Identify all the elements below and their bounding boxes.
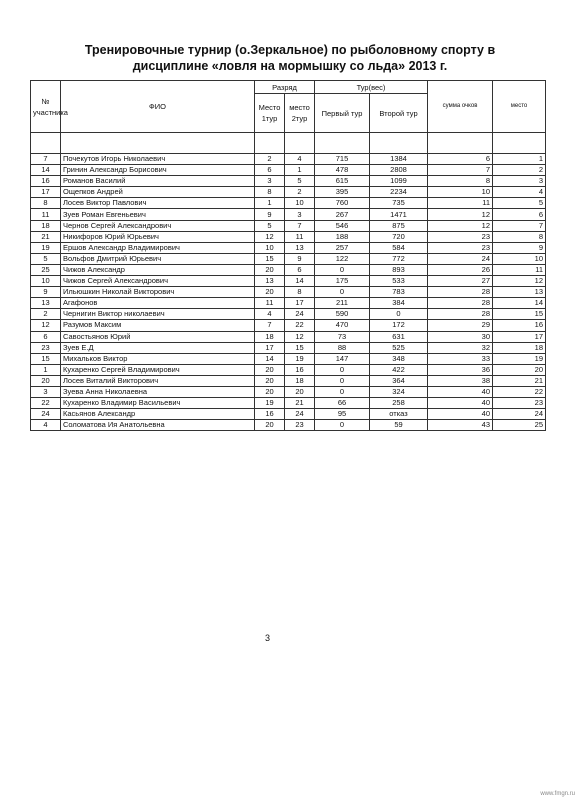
cell-vtoroy-tur: 584 (370, 242, 428, 253)
cell-perviy-tur: 0 (315, 420, 370, 431)
cell-mesto-2tur: 23 (285, 420, 315, 431)
cell-mesto: 22 (493, 386, 546, 397)
table-row (31, 242, 546, 253)
cell-vtoroy-tur: 772 (370, 253, 428, 264)
cell-summa: 26 (428, 264, 493, 275)
header-mesto: место (493, 81, 546, 133)
cell-num: 6 (31, 331, 61, 342)
cell-mesto: 20 (493, 364, 546, 375)
header-razryad: Разряд (255, 81, 315, 94)
cell-summa: 28 (428, 298, 493, 309)
cell-fio: Почекутов Игорь Николаевич (61, 154, 255, 165)
cell-summa: 36 (428, 364, 493, 375)
cell-summa: 40 (428, 398, 493, 409)
cell-vtoroy-tur: отказ (370, 409, 428, 420)
cell-mesto-2tur: 3 (285, 209, 315, 220)
cell-mesto: 14 (493, 298, 546, 309)
cell-num: 5 (31, 253, 61, 264)
cell-vtoroy-tur: 0 (370, 309, 428, 320)
cell-num: 2 (31, 309, 61, 320)
cell-fio: Никифоров Юрий Юрьевич (61, 231, 255, 242)
cell-mesto-1tur: 19 (255, 398, 285, 409)
cell-perviy-tur: 147 (315, 353, 370, 364)
cell-num: 21 (31, 231, 61, 242)
cell-fio: Гринин Александр Борисович (61, 165, 255, 176)
cell-mesto-1tur: 16 (255, 409, 285, 420)
cell-fio: Кухаренко Сергей Владимирович (61, 364, 255, 375)
cell-mesto-2tur: 11 (285, 231, 315, 242)
cell-mesto-2tur: 18 (285, 375, 315, 386)
cell-summa: 29 (428, 320, 493, 331)
cell-vtoroy-tur: 1099 (370, 176, 428, 187)
cell-mesto-2tur: 6 (285, 264, 315, 275)
table-row (31, 231, 546, 242)
header-vtoroy-tur: Второй тур (370, 94, 428, 133)
cell-perviy-tur: 478 (315, 165, 370, 176)
cell-mesto: 10 (493, 253, 546, 264)
cell-mesto: 13 (493, 287, 546, 298)
cell-num: 25 (31, 264, 61, 275)
cell-mesto-2tur: 5 (285, 176, 315, 187)
cell-fio: Зуев Роман Евгеньевич (61, 209, 255, 220)
cell-num: 8 (31, 198, 61, 209)
cell-mesto-1tur: 4 (255, 309, 285, 320)
cell-mesto-1tur: 20 (255, 375, 285, 386)
cell-perviy-tur: 760 (315, 198, 370, 209)
results-table (30, 80, 546, 431)
header-perviy-tur: Первый тур (315, 94, 370, 133)
title-line-1: Тренировочные турнир (о.Зеркальное) по рыболовному спорту в (84, 43, 496, 57)
table-row (31, 264, 546, 275)
cell-summa: 43 (428, 420, 493, 431)
cell-mesto-1tur: 12 (255, 231, 285, 242)
cell-perviy-tur: 188 (315, 231, 370, 242)
cell-mesto: 21 (493, 375, 546, 386)
table-body (31, 133, 546, 431)
cell-mesto: 11 (493, 264, 546, 275)
cell-vtoroy-tur: 172 (370, 320, 428, 331)
cell-mesto-1tur: 13 (255, 276, 285, 287)
cell-summa: 6 (428, 154, 493, 165)
cell-num: 11 (31, 209, 61, 220)
cell-fio: Вольфов Дмитрий Юрьевич (61, 253, 255, 264)
cell-perviy-tur: 615 (315, 176, 370, 187)
cell-mesto: 5 (493, 198, 546, 209)
cell-fio: Лосев Виталий Викторович (61, 375, 255, 386)
cell-vtoroy-tur: 364 (370, 375, 428, 386)
table-header (31, 81, 546, 133)
cell-perviy-tur: 66 (315, 398, 370, 409)
cell-vtoroy-tur: 324 (370, 386, 428, 397)
table-row (31, 409, 546, 420)
header-mesto-1tur: Место 1тур (255, 94, 285, 133)
cell-num: 23 (31, 342, 61, 353)
cell-mesto-1tur: 10 (255, 242, 285, 253)
cell-mesto-2tur: 2 (285, 187, 315, 198)
table-row (31, 320, 546, 331)
cell-mesto: 2 (493, 165, 546, 176)
cell-mesto-1tur: 6 (255, 165, 285, 176)
cell-fio: Ощепков Андрей (61, 187, 255, 198)
cell-mesto: 23 (493, 398, 546, 409)
cell-perviy-tur: 211 (315, 298, 370, 309)
cell-summa: 33 (428, 353, 493, 364)
cell-vtoroy-tur: 258 (370, 398, 428, 409)
cell-mesto: 16 (493, 320, 546, 331)
table-row (31, 364, 546, 375)
cell-num: 12 (31, 320, 61, 331)
empty-row (31, 133, 546, 154)
cell-perviy-tur: 73 (315, 331, 370, 342)
cell-summa: 8 (428, 176, 493, 187)
table-row (31, 386, 546, 397)
cell-fio: Лосев Виктор Павлович (61, 198, 255, 209)
cell-mesto-1tur: 2 (255, 154, 285, 165)
cell-summa: 12 (428, 220, 493, 231)
cell-vtoroy-tur: 525 (370, 342, 428, 353)
header-summa: сумма очков (428, 81, 493, 133)
cell-vtoroy-tur: 2808 (370, 165, 428, 176)
cell-mesto-2tur: 4 (285, 154, 315, 165)
cell-perviy-tur: 267 (315, 209, 370, 220)
cell-num: 1 (31, 364, 61, 375)
cell-mesto: 9 (493, 242, 546, 253)
cell-mesto-1tur: 1 (255, 198, 285, 209)
cell-perviy-tur: 590 (315, 309, 370, 320)
cell-summa: 28 (428, 309, 493, 320)
cell-fio: Зуева Анна Николаевна (61, 386, 255, 397)
cell-mesto-1tur: 11 (255, 298, 285, 309)
cell-vtoroy-tur: 2234 (370, 187, 428, 198)
table-row (31, 253, 546, 264)
cell-mesto: 15 (493, 309, 546, 320)
table-row (31, 209, 546, 220)
cell-num: 16 (31, 176, 61, 187)
cell-perviy-tur: 88 (315, 342, 370, 353)
table-row (31, 342, 546, 353)
cell-mesto-2tur: 1 (285, 165, 315, 176)
cell-summa: 32 (428, 342, 493, 353)
cell-mesto-2tur: 20 (285, 386, 315, 397)
cell-mesto-2tur: 7 (285, 220, 315, 231)
cell-summa: 10 (428, 187, 493, 198)
cell-num: 20 (31, 375, 61, 386)
header-tur-ves: Тур(вес) (315, 81, 428, 94)
cell-mesto: 25 (493, 420, 546, 431)
cell-fio: Касьянов Александр (61, 409, 255, 420)
cell-mesto-1tur: 15 (255, 253, 285, 264)
table-row (31, 276, 546, 287)
cell-perviy-tur: 257 (315, 242, 370, 253)
cell-mesto-2tur: 14 (285, 276, 315, 287)
cell-mesto-2tur: 17 (285, 298, 315, 309)
cell-fio: Чижов Сергей Александрович (61, 276, 255, 287)
cell-fio: Ершов Александр Владимирович (61, 242, 255, 253)
cell-num: 18 (31, 220, 61, 231)
cell-perviy-tur: 0 (315, 375, 370, 386)
cell-perviy-tur: 395 (315, 187, 370, 198)
cell-summa: 38 (428, 375, 493, 386)
cell-mesto-2tur: 21 (285, 398, 315, 409)
cell-vtoroy-tur: 720 (370, 231, 428, 242)
table-row (31, 154, 546, 165)
cell-perviy-tur: 0 (315, 264, 370, 275)
cell-vtoroy-tur: 422 (370, 364, 428, 375)
cell-mesto: 1 (493, 154, 546, 165)
cell-mesto-2tur: 10 (285, 198, 315, 209)
cell-num: 3 (31, 386, 61, 397)
cell-mesto-1tur: 3 (255, 176, 285, 187)
cell-mesto: 3 (493, 176, 546, 187)
cell-fio: Агафонов (61, 298, 255, 309)
cell-mesto-2tur: 8 (285, 287, 315, 298)
table-row (31, 331, 546, 342)
cell-mesto-1tur: 8 (255, 187, 285, 198)
cell-perviy-tur: 0 (315, 386, 370, 397)
cell-fio: Чернов Сергей Александрович (61, 220, 255, 231)
cell-summa: 23 (428, 242, 493, 253)
cell-fio: Савостьянов Юрий (61, 331, 255, 342)
cell-mesto-1tur: 20 (255, 420, 285, 431)
table-row (31, 176, 546, 187)
cell-num: 14 (31, 165, 61, 176)
cell-perviy-tur: 0 (315, 364, 370, 375)
cell-mesto-2tur: 16 (285, 364, 315, 375)
cell-perviy-tur: 546 (315, 220, 370, 231)
cell-mesto-2tur: 24 (285, 409, 315, 420)
table-row (31, 353, 546, 364)
cell-vtoroy-tur: 735 (370, 198, 428, 209)
cell-mesto: 17 (493, 331, 546, 342)
cell-mesto-1tur: 7 (255, 320, 285, 331)
page-number: 3 (265, 633, 271, 643)
cell-summa: 12 (428, 209, 493, 220)
cell-mesto: 18 (493, 342, 546, 353)
cell-num: 10 (31, 276, 61, 287)
header-mesto-2tur: место 2тур (285, 94, 315, 133)
cell-vtoroy-tur: 384 (370, 298, 428, 309)
cell-num: 24 (31, 409, 61, 420)
table-row (31, 309, 546, 320)
table-row (31, 220, 546, 231)
cell-fio: Чижов Александр (61, 264, 255, 275)
header-fio: ФИО (61, 81, 255, 133)
cell-mesto-2tur: 12 (285, 331, 315, 342)
cell-fio: Романов Василий (61, 176, 255, 187)
cell-mesto-2tur: 22 (285, 320, 315, 331)
cell-num: 19 (31, 242, 61, 253)
cell-vtoroy-tur: 533 (370, 276, 428, 287)
watermark-text: www.fmgn.ru (540, 791, 575, 797)
cell-mesto: 8 (493, 231, 546, 242)
cell-summa: 40 (428, 386, 493, 397)
cell-summa: 30 (428, 331, 493, 342)
cell-vtoroy-tur: 59 (370, 420, 428, 431)
cell-fio: Михальков Виктор (61, 353, 255, 364)
cell-summa: 28 (428, 287, 493, 298)
cell-num: 22 (31, 398, 61, 409)
cell-mesto-1tur: 20 (255, 264, 285, 275)
cell-num: 4 (31, 420, 61, 431)
cell-mesto: 6 (493, 209, 546, 220)
table-row (31, 420, 546, 431)
cell-vtoroy-tur: 1471 (370, 209, 428, 220)
table-row (31, 165, 546, 176)
cell-fio: Зуев Е.Д (61, 342, 255, 353)
cell-mesto: 19 (493, 353, 546, 364)
cell-summa: 27 (428, 276, 493, 287)
cell-mesto: 7 (493, 220, 546, 231)
cell-mesto: 4 (493, 187, 546, 198)
cell-num: 13 (31, 298, 61, 309)
cell-perviy-tur: 715 (315, 154, 370, 165)
cell-vtoroy-tur: 631 (370, 331, 428, 342)
table-row (31, 298, 546, 309)
cell-perviy-tur: 470 (315, 320, 370, 331)
cell-vtoroy-tur: 783 (370, 287, 428, 298)
cell-mesto-2tur: 24 (285, 309, 315, 320)
table-row (31, 187, 546, 198)
cell-summa: 11 (428, 198, 493, 209)
cell-vtoroy-tur: 893 (370, 264, 428, 275)
cell-mesto-1tur: 18 (255, 331, 285, 342)
cell-mesto-2tur: 15 (285, 342, 315, 353)
cell-mesto-2tur: 13 (285, 242, 315, 253)
cell-fio: Кухаренко Владимир Васильевич (61, 398, 255, 409)
cell-mesto: 12 (493, 276, 546, 287)
cell-mesto: 24 (493, 409, 546, 420)
cell-num: 17 (31, 187, 61, 198)
cell-summa: 23 (428, 231, 493, 242)
cell-mesto-1tur: 20 (255, 386, 285, 397)
document-title (40, 42, 540, 74)
table-row (31, 375, 546, 386)
cell-mesto-1tur: 17 (255, 342, 285, 353)
header-num: № участника (31, 81, 61, 133)
cell-summa: 24 (428, 253, 493, 264)
cell-mesto-1tur: 20 (255, 287, 285, 298)
cell-perviy-tur: 122 (315, 253, 370, 264)
cell-num: 9 (31, 287, 61, 298)
cell-mesto-2tur: 9 (285, 253, 315, 264)
cell-perviy-tur: 175 (315, 276, 370, 287)
cell-vtoroy-tur: 348 (370, 353, 428, 364)
cell-vtoroy-tur: 875 (370, 220, 428, 231)
cell-mesto-1tur: 5 (255, 220, 285, 231)
cell-summa: 7 (428, 165, 493, 176)
table-row (31, 398, 546, 409)
cell-fio: Разумов Максим (61, 320, 255, 331)
cell-summa: 40 (428, 409, 493, 420)
title-line-2: дисциплине «ловля на мормышку со льда» 2013 г. (132, 59, 448, 73)
cell-fio: Чернигин Виктор николаевич (61, 309, 255, 320)
cell-mesto-1tur: 14 (255, 353, 285, 364)
cell-perviy-tur: 95 (315, 409, 370, 420)
cell-num: 7 (31, 154, 61, 165)
cell-num: 15 (31, 353, 61, 364)
cell-fio: Ильюшкин Николай Викторович (61, 287, 255, 298)
cell-fio: Соломатова Ия Анатольевна (61, 420, 255, 431)
cell-perviy-tur: 0 (315, 287, 370, 298)
cell-mesto-1tur: 9 (255, 209, 285, 220)
table-row (31, 287, 546, 298)
cell-mesto-2tur: 19 (285, 353, 315, 364)
table-row (31, 198, 546, 209)
cell-mesto-1tur: 20 (255, 364, 285, 375)
cell-vtoroy-tur: 1384 (370, 154, 428, 165)
